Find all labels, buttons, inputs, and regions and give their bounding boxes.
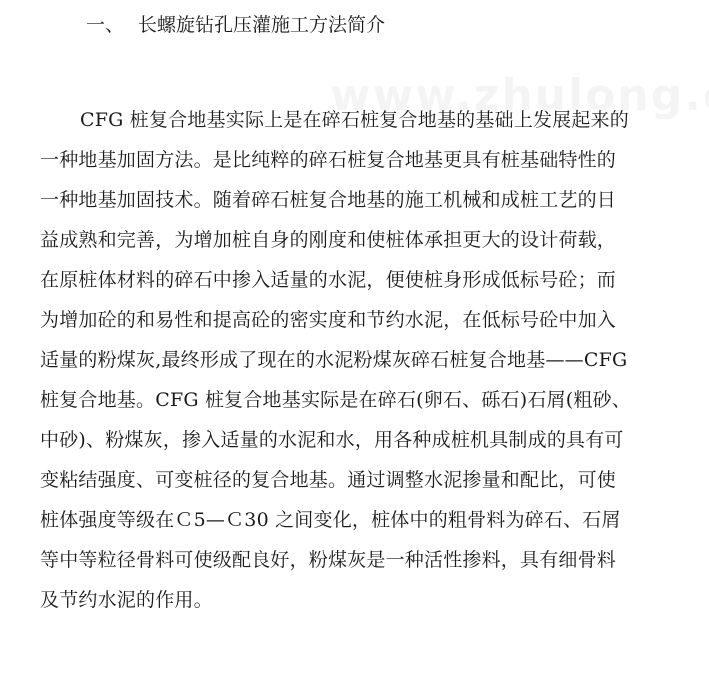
paragraph-line: 桩复合地基。CFG 桩复合地基实际是在碎石(卵石、砾石)石屑(粗砂、 bbox=[40, 389, 631, 411]
paragraph-line: 益成熟和完善，为增加桩自身的刚度和使桩体承担更大的设计荷载， bbox=[40, 229, 617, 251]
paragraph-line: 一种地基加固方法。是比纯粹的碎石桩复合地基更具有桩基础特性的 bbox=[40, 149, 617, 171]
paragraph-line: 适量的粉煤灰,最终形成了现在的水泥粉煤灰碎石桩复合地基——CFG bbox=[40, 349, 628, 371]
section-heading bbox=[86, 8, 385, 42]
paragraph-line: CFG 桩复合地基实际上是在碎石桩复合地基的基础上发展起来的 bbox=[80, 109, 629, 131]
paragraph-line: 一种地基加固技术。随着碎石桩复合地基的施工机械和成桩工艺的日 bbox=[40, 189, 617, 211]
section-number: 一、 bbox=[86, 14, 125, 36]
body-paragraph bbox=[40, 100, 670, 620]
paragraph-line: 在原桩体材料的碎石中掺入适量的水泥，便使桩身形成低标号砼；而 bbox=[40, 269, 617, 291]
section-title: 长螺旋钻孔压灌施工方法简介 bbox=[138, 14, 386, 36]
paragraph-line: 为增加砼的和易性和提高砼的密实度和节约水泥，在低标号砼中加入 bbox=[40, 309, 617, 331]
paragraph-line: 及节约水泥的作用。 bbox=[40, 589, 213, 611]
paragraph-line: 变粘结强度、可变桩径的复合地基。通过调整水泥掺量和配比，可使 bbox=[40, 469, 617, 491]
paragraph-line: 等中等粒径骨料可使级配良好，粉煤灰是一种活性掺料，具有细骨料 bbox=[40, 549, 617, 571]
paragraph-line: 桩体强度等级在Ｃ5—Ｃ30 之间变化，桩体中的粗骨料为碎石、石屑 bbox=[40, 509, 621, 531]
paragraph-line: 中砂)、粉煤灰，掺入适量的水泥和水，用各种成桩机具制成的具有可 bbox=[40, 429, 624, 451]
